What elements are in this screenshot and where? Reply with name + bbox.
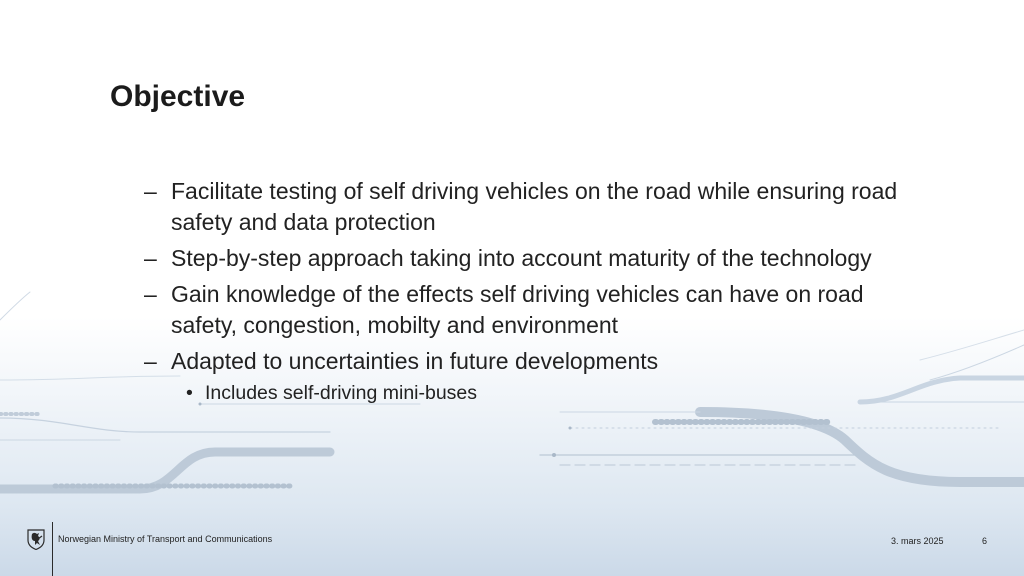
sub-bullet-item [140, 380, 920, 406]
bullet-item [140, 346, 920, 377]
slide-title: Objective [110, 80, 246, 113]
page-number: 6 [982, 536, 988, 546]
dash-marker: – [144, 245, 157, 271]
bullet-item [140, 176, 920, 238]
dash-marker: – [144, 178, 157, 204]
dot-marker: • [186, 382, 193, 404]
ministry-name: Norwegian Ministry of Transport and Communications [58, 534, 273, 544]
dash-marker: – [144, 281, 157, 307]
road-left-thick [0, 452, 330, 489]
bullet-item [140, 243, 920, 274]
bullet-text: Facilitate testing of self driving vehicles on the road while ensuring road safety and data protection [171, 178, 898, 235]
bullet-list [140, 176, 920, 406]
bullet-item [140, 279, 920, 341]
dash-marker: – [144, 348, 157, 374]
bullet-text: Step-by-step approach taking into account maturity of the technology [171, 245, 872, 271]
sub-bullet-text: Includes self-driving mini-buses [205, 382, 478, 404]
bullet-text: Gain knowledge of the effects self driving vehicles can have on road safety, congestion, mobilty and environment [171, 281, 864, 338]
footer-divider [52, 522, 53, 576]
bullet-text: Adapted to uncertainties in future developments [171, 348, 659, 374]
norwegian-lion-crest-icon [26, 528, 46, 550]
slide-date: 3. mars 2025 [891, 536, 944, 546]
